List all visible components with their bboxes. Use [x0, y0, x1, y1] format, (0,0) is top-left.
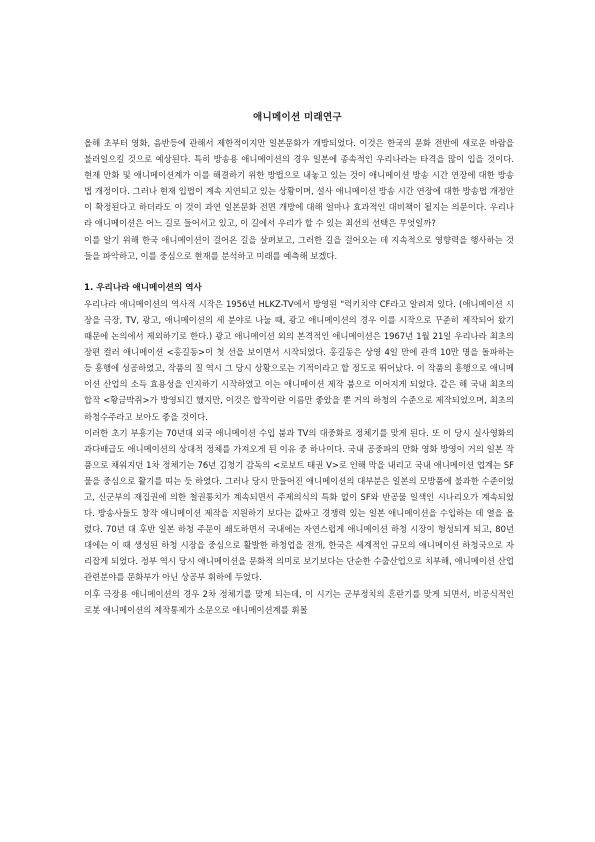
document-title: 애니메이션 미래연구	[253, 112, 342, 123]
history-paragraph-1: 우리나라 애니메이션의 역사적 시작은 1956년 HLKZ-TV에서 방영된 "럭키치약 CF라고 알려져 있다. (애니메이션 시장을 극장, TV, 광고, 애니메이션의 세 분야로 나눌 때, 광고 애니메이션의 경우 이를 시작으로 꾸준히 제작되어 왔기 때문에 논의에서 제외하기로 한다.) 광고 애니메이션 외의 본격적인 애니메이션은 1967년 1월 21일 우리나라 최초의 장편 컬러 애니메이션 <홍길동>이 첫 선을 보이면서 시작되었다. 홍길동은 상영 4일 만에 관객 10만 명을 돌파하는 등 흥행에 성공하였고, 작품의 질 역시 그 당시 상황으로는 기적이라고 할 정도로 뛰어났다. 이 작품의 흥행으로 애니메이션 산업의 소득 효용성을 인지하기 시작하였고 이는 애니메이션 제작 붐으로 이어지게 되었다. 같은 해 국내 최초의 합작 <황금박쥐>가 방영되긴 했지만, 이것은 합작이란 이름만 좋았을 뿐 거의 하청의 수준으로 제작되었으며, 최초의 하청수주라고 보아도 좋을 것이다.	[84, 298, 514, 422]
history-paragraph-3: 이후 극장용 애니메이션의 경우 2차 정체기를 맞게 되는데, 이 시기는 군부정치의 혼란기를 맞게 되면서, 비공식적인 로봇 애니메이션의 제작통제가 소문으로 애니메이션계를 휘몰	[84, 588, 514, 615]
intro-paragraph-2: 이를 알기 위해 한국 애니메이션이 걸어온 길을 살펴보고, 그러한 길을 걸어오는 데 지속적으로 영향력을 행사하는 것들을 파악하고, 이를 중심으로 현재를 분석하고 미래를 예측해 보겠다.	[84, 234, 514, 261]
section-heading-history: 1. 우리나라 애니메이션의 역사	[84, 282, 202, 293]
history-paragraph-2: 이러한 초기 부흥기는 70년대 외국 애니메이션 수입 붐과 TV의 대중화로 정체기를 맞게 된다. 또 이 당시 실사영화의 과다배급도 애니메이션의 상대적 정체를 가져오게 된 이유 중 하나이다. 국내 공중파의 만화 영화 방영이 거의 일본 작품으로 채워지던 1차 정체기는 76년 김청기 감독의 <로보트 태권 V>로 인해 막을 내리고 국내 애니메이션 업계는 SF물을 중심으로 활기를 띠는 듯 하였다. 그러나 당시 만들어진 애니메이션의 대부분은 일본의 모방품에 불과한 수준이었고, 신군부의 재집권에 의한 철권통치가 계속되면서 주제의식의 특화 없이 SF와 반공물 일색인 시나리오가 계속되었다. 방송사들도 창작 애니메이션 제작을 지원하기 보다는 값싸고 경쟁력 있는 일본 애니메이션을 수입하는 데 열을 올렸다. 70년 대 후반 일본 하청 주문이 쇄도하면서 국내에는 자연스럽게 애니메이션 하청 시장이 형성되게 되고, 80년대에는 이 때 생성된 하청 시장을 중심으로 활발한 하청업을 전개, 한국은 세계적인 규모의 애니메이션 하청국으로 자리잡게 되었다. 정부 역시 당시 애니메이션을 문화적 의미로 보기보다는 단순한 수출산업으로 치부해, 애니메이션 산업 관련분야를 문화부가 아닌 상공부 휘하에 두었다.	[84, 427, 514, 583]
document-body	[84, 135, 514, 618]
intro-paragraph-1: 올해 초부터 영화, 음반등에 관해서 제한적이지만 일본문화가 개방되었다. 이것은 한국의 문화 전반에 새로운 바람을 불러일으킬 것으로 예상된다. 특히 방송용 애니메이션의 경우 일본에 종속적인 우리나라는 타격을 많이 입을 것이다. 현재 만화 및 애니메이션계가 이를 해결하기 위한 방법으로 내놓고 있는 것이 애니메이션 방송 시간 연장에 대한 방송법 개정이다. 그러나 현재 입법이 계속 지연되고 있는 상황이며, 설사 애니메이션 방송 시간 연장에 대한 방송법 개정안이 확정된다고 하더라도 이 것이 과연 일본문화 전면 개방에 대해 얼마나 효과적인 대비책이 될지는 의문이다. 우리나라 애니메이션은 어느 길로 들어서고 있고, 이 길에서 우리가 할 수 있는 최선의 선택은 무엇일까?	[84, 138, 514, 229]
paragraph-spacer	[84, 264, 514, 280]
